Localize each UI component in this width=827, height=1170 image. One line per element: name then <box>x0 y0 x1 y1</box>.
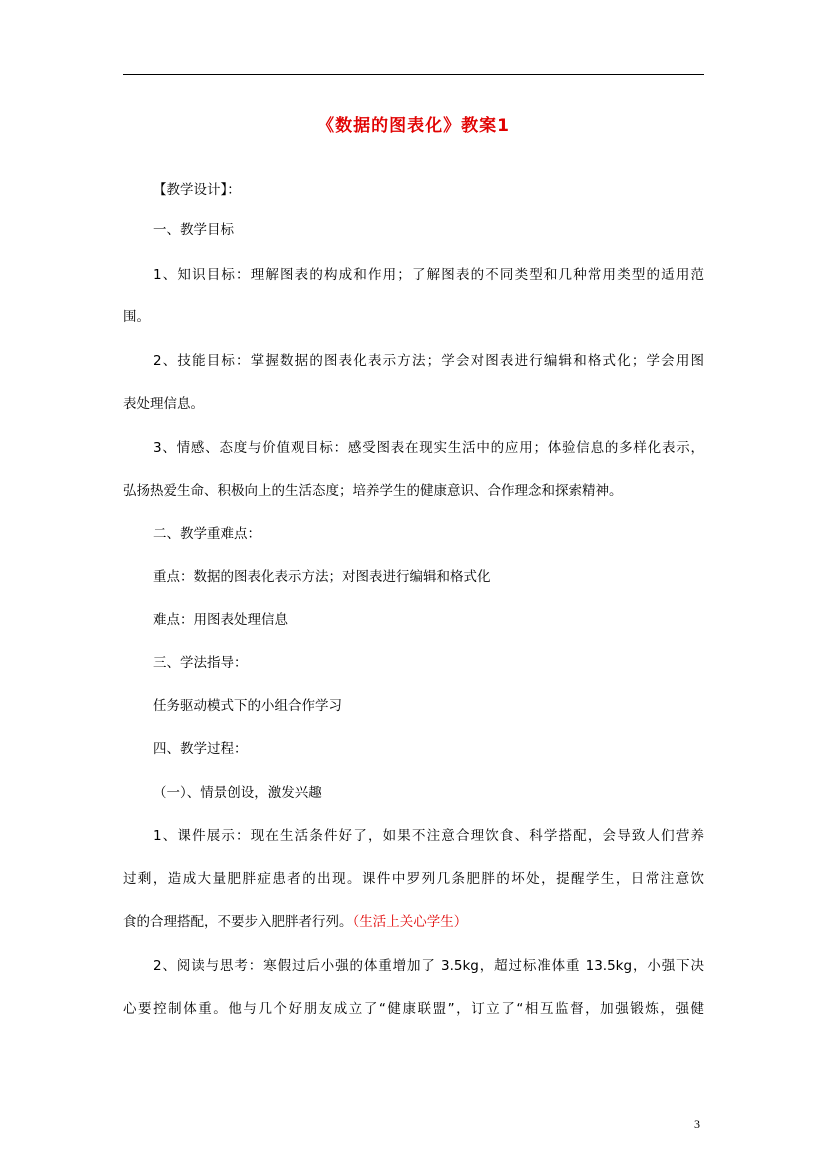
heading-key-points: 二、教学重难点： <box>153 526 261 542</box>
heading-method: 三、学法指导： <box>153 655 248 671</box>
heading-process: 四、教学过程： <box>153 741 248 757</box>
emotion-goal-line-1: 3、情感、态度与价值观目标：感受图表在现实生活中的应用；体验信息的多样化表示， <box>153 440 704 456</box>
courseware-line-3-text: 食的合理搭配，不要步入肥胖者行列。 <box>123 914 353 930</box>
method-text: 任务驱动模式下的小组合作学习 <box>153 698 342 714</box>
knowledge-goal-line-2: 围。 <box>123 309 150 325</box>
care-note: （生活上关心学生） <box>352 914 468 930</box>
knowledge-goal-line-1: 1、知识目标：理解图表的构成和作用；了解图表的不同类型和几种常用类型的适用范 <box>153 267 704 283</box>
emotion-goal-line-2: 弘扬热爱生命、积极向上的生活态度；培养学生的健康意识、合作理念和探索精神。 <box>123 483 623 499</box>
reading-line-2: 心要控制体重。他与几个好朋友成立了“健康联盟”，订立了“相互监督，加强锻炼，强健 <box>123 1001 704 1017</box>
skill-goal-line-1: 2、技能目标：掌握数据的图表化表示方法；学会对图表进行编辑和格式化；学会用图 <box>153 353 704 369</box>
courseware-line-1: 1、课件展示：现在生活条件好了，如果不注意合理饮食、科学搭配，会导致人们营养 <box>153 828 704 844</box>
page-number: 3 <box>694 1117 700 1131</box>
courseware-line-3 <box>123 913 704 931</box>
key-point: 重点：数据的图表化表示方法；对图表进行编辑和格式化 <box>153 569 491 585</box>
scene-heading: （一）、情景创设，激发兴趣 <box>153 785 322 801</box>
reading-line-1: 2、阅读与思考：寒假过后小强的体重增加了 3.5kg，超过标准体重 13.5kg，小强下决 <box>153 958 704 974</box>
document-title: 《数据的图表化》教案1 <box>317 116 510 136</box>
section-design: 【教学设计】： <box>153 182 241 198</box>
difficult-point: 难点：用图表处理信息 <box>153 612 288 628</box>
skill-goal-line-2: 表处理信息。 <box>123 396 204 412</box>
header-rule <box>123 74 704 75</box>
heading-goals: 一、教学目标 <box>153 222 234 238</box>
courseware-line-2: 过剩，造成大量肥胖症患者的出现。课件中罗列几条肥胖的坏处，提醒学生，日常注意饮 <box>123 871 704 887</box>
